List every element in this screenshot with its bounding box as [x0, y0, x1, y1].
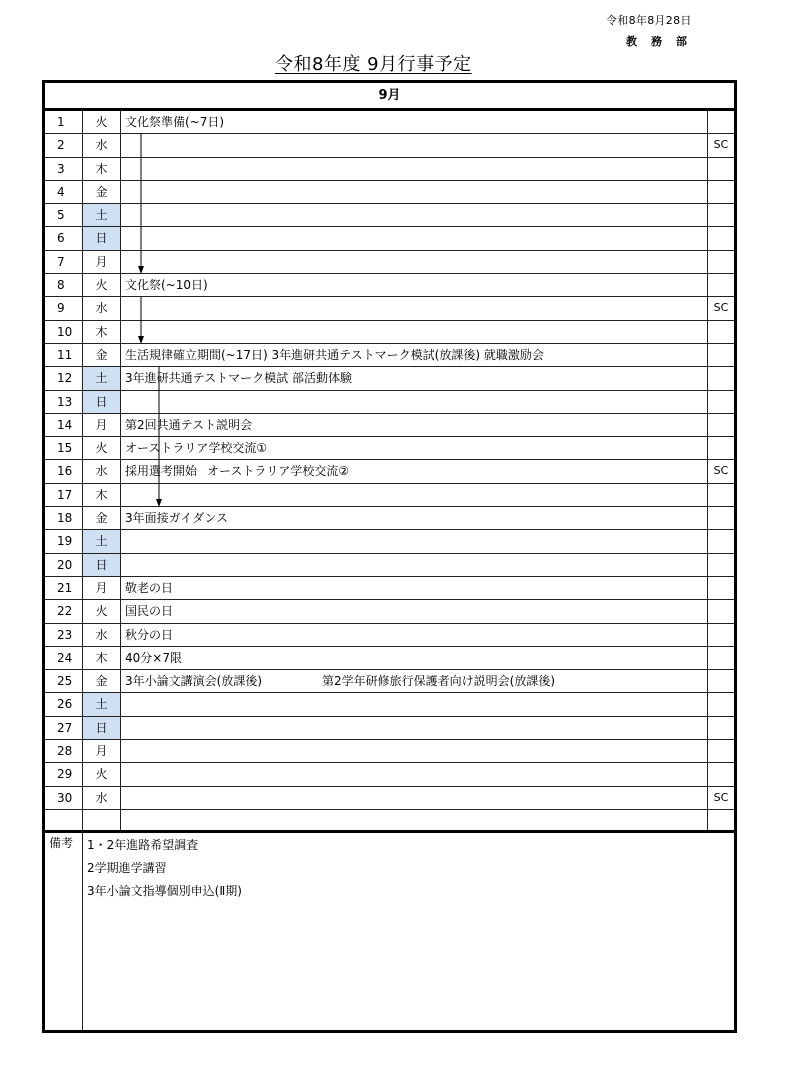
sc-mark: SC [713, 464, 729, 478]
notes-label: 備考 [45, 830, 83, 1030]
events-cell [121, 670, 708, 692]
table-row [45, 530, 734, 553]
event-text: 第2学年研修旅行保護者向け説明会(放課後) [322, 674, 555, 689]
table-row [45, 437, 734, 460]
table-row [45, 297, 734, 320]
day-number: 10 [45, 321, 83, 343]
day-number: 3 [45, 158, 83, 180]
day-number: 12 [45, 367, 83, 389]
day-number: 15 [45, 437, 83, 459]
day-number: 26 [45, 693, 83, 715]
events-cell [121, 437, 708, 459]
weekday: 火 [83, 274, 121, 296]
weekday: 木 [83, 158, 121, 180]
weekday: 木 [83, 647, 121, 669]
weekday: 金 [83, 670, 121, 692]
events-cell [121, 577, 708, 599]
sc-mark [708, 600, 734, 622]
table-row [45, 158, 734, 181]
note-item: 3年小論文指導個別申込(Ⅱ期) [87, 884, 242, 898]
events-cell [121, 344, 708, 366]
event-text: オーストラリア学校交流② [207, 464, 350, 479]
weekday: 木 [83, 321, 121, 343]
sc-mark [708, 670, 734, 692]
event-text: 秋分の日 [125, 627, 174, 642]
day-number: 18 [45, 507, 83, 529]
day-number: 22 [45, 600, 83, 622]
weekday: 日 [83, 227, 121, 249]
day-number: 8 [45, 274, 83, 296]
sc-mark [708, 554, 734, 576]
day-number: 2 [45, 134, 83, 156]
document-title: 令和8年度 9月行事予定 [275, 54, 472, 75]
table-row [45, 484, 734, 507]
weekday: 木 [83, 484, 121, 506]
events-cell [121, 717, 708, 739]
events-cell [121, 624, 708, 646]
events-cell [121, 507, 708, 529]
weekday: 火 [83, 437, 121, 459]
events-cell [121, 693, 708, 715]
table-row [45, 717, 734, 740]
day-number: 14 [45, 414, 83, 436]
events-cell [121, 484, 708, 506]
table-row [45, 414, 734, 437]
event-text: 3年進研共通テストマーク模試 部活動体験 [125, 371, 352, 386]
weekday: 月 [83, 251, 121, 273]
events-cell [121, 530, 708, 552]
day-number: 24 [45, 647, 83, 669]
weekday: 土 [83, 204, 121, 226]
sc-mark [708, 181, 734, 203]
table-row [45, 554, 734, 577]
department-name: 教務部 [626, 35, 701, 48]
weekday: 月 [83, 577, 121, 599]
day-number: 28 [45, 740, 83, 762]
table-row [45, 134, 734, 157]
day-number: 29 [45, 763, 83, 785]
table-row [45, 740, 734, 763]
events-cell [121, 227, 708, 249]
table-row [45, 181, 734, 204]
table-row [45, 763, 734, 786]
sc-mark [708, 530, 734, 552]
day-number: 6 [45, 227, 83, 249]
table-row [45, 693, 734, 716]
sc-mark [708, 391, 734, 413]
weekday [83, 810, 121, 830]
sc-mark [708, 507, 734, 529]
events-cell [121, 134, 708, 156]
sc-mark [708, 810, 734, 830]
table-row [45, 391, 734, 414]
sc-mark: SC [713, 790, 729, 804]
day-number: 20 [45, 554, 83, 576]
events-cell [121, 181, 708, 203]
day-number: 27 [45, 717, 83, 739]
notes-list [87, 834, 242, 903]
sc-mark [708, 321, 734, 343]
events-cell [121, 274, 708, 296]
sc-mark [708, 740, 734, 762]
event-text: 3年小論文講演会(放課後) [125, 674, 262, 689]
weekday: 火 [83, 111, 121, 133]
day-number: 5 [45, 204, 83, 226]
sc-mark [708, 414, 734, 436]
weekday: 火 [83, 600, 121, 622]
day-number: 7 [45, 251, 83, 273]
note-item: 1・2年進路希望調査 [87, 838, 199, 852]
events-cell [121, 810, 708, 830]
events-cell [121, 647, 708, 669]
issue-date: 令和8年8月28日 [606, 14, 692, 27]
sc-mark [708, 344, 734, 366]
events-cell [121, 554, 708, 576]
weekday: 日 [83, 554, 121, 576]
sc-mark [708, 274, 734, 296]
events-cell [121, 763, 708, 785]
day-number: 16 [45, 460, 83, 482]
table-row [45, 204, 734, 227]
day-number: 21 [45, 577, 83, 599]
events-cell [121, 460, 708, 482]
weekday: 金 [83, 181, 121, 203]
table-row [45, 577, 734, 600]
event-text: 文化祭準備(~7日) [125, 115, 225, 129]
table-row [45, 227, 734, 250]
sc-mark [708, 251, 734, 273]
weekday: 水 [83, 134, 121, 156]
event-text: 採用選考開始 [125, 464, 198, 479]
table-row [45, 321, 734, 344]
weekday: 金 [83, 344, 121, 366]
table-row [45, 647, 734, 670]
day-number [45, 810, 83, 830]
table-row [45, 344, 734, 367]
event-text: 3年面接ガイダンス [125, 511, 229, 526]
weekday: 土 [83, 530, 121, 552]
event-text: 国民の日 [125, 604, 174, 619]
event-text: オーストラリア学校交流① [125, 441, 268, 456]
sc-mark [708, 763, 734, 785]
weekday: 水 [83, 297, 121, 319]
events-cell [121, 367, 708, 389]
weekday: 土 [83, 693, 121, 715]
sc-mark [708, 624, 734, 646]
sc-mark [708, 227, 734, 249]
event-text: 文化祭(~10日) [125, 278, 208, 293]
weekday: 金 [83, 507, 121, 529]
table-row [45, 600, 734, 623]
sc-mark [708, 158, 734, 180]
sc-mark [708, 693, 734, 715]
sc-mark [708, 367, 734, 389]
schedule-table [42, 80, 737, 1033]
events-cell [121, 297, 708, 319]
events-cell [121, 740, 708, 762]
events-cell [121, 251, 708, 273]
events-cell [121, 414, 708, 436]
table-row [45, 460, 734, 483]
day-number: 9 [45, 297, 83, 319]
sc-mark: SC [713, 138, 729, 152]
events-cell [121, 600, 708, 622]
day-number: 19 [45, 530, 83, 552]
sc-mark [708, 577, 734, 599]
weekday: 日 [83, 717, 121, 739]
weekday: 水 [83, 787, 121, 809]
weekday: 水 [83, 624, 121, 646]
weekday: 月 [83, 740, 121, 762]
table-row [45, 367, 734, 390]
table-row [45, 670, 734, 693]
day-number: 23 [45, 624, 83, 646]
table-row [45, 274, 734, 297]
events-cell [121, 158, 708, 180]
day-number: 1 [45, 111, 83, 133]
weekday: 火 [83, 763, 121, 785]
sc-mark: SC [713, 301, 729, 315]
day-number: 17 [45, 484, 83, 506]
day-rows [45, 111, 734, 833]
events-cell [121, 391, 708, 413]
weekday: 日 [83, 391, 121, 413]
events-cell [121, 111, 708, 133]
sc-mark [708, 647, 734, 669]
events-cell [121, 204, 708, 226]
events-cell [121, 787, 708, 809]
table-row [45, 507, 734, 530]
day-number: 11 [45, 344, 83, 366]
table-row [45, 111, 734, 134]
day-number: 25 [45, 670, 83, 692]
month-header: 9月 [45, 83, 734, 111]
sc-mark [708, 437, 734, 459]
weekday: 土 [83, 367, 121, 389]
sc-mark [708, 111, 734, 133]
event-text: 生活規律確立期間(~17日) 3年進研共通テストマーク模試(放課後) 就職激励会 [125, 347, 544, 362]
sc-mark [708, 484, 734, 506]
event-text: 40分×7限 [125, 650, 182, 665]
event-text: 敬老の日 [125, 580, 174, 595]
table-row [45, 251, 734, 274]
day-number: 30 [45, 787, 83, 809]
event-text: 第2回共通テスト説明会 [125, 417, 253, 432]
notes-section [45, 830, 734, 1030]
weekday: 月 [83, 414, 121, 436]
table-row [45, 787, 734, 810]
day-number: 13 [45, 391, 83, 413]
weekday: 水 [83, 460, 121, 482]
table-row [45, 624, 734, 647]
sc-mark [708, 717, 734, 739]
events-cell [121, 321, 708, 343]
sc-mark [708, 204, 734, 226]
note-item: 2学期進学講習 [87, 861, 167, 875]
day-number: 4 [45, 181, 83, 203]
